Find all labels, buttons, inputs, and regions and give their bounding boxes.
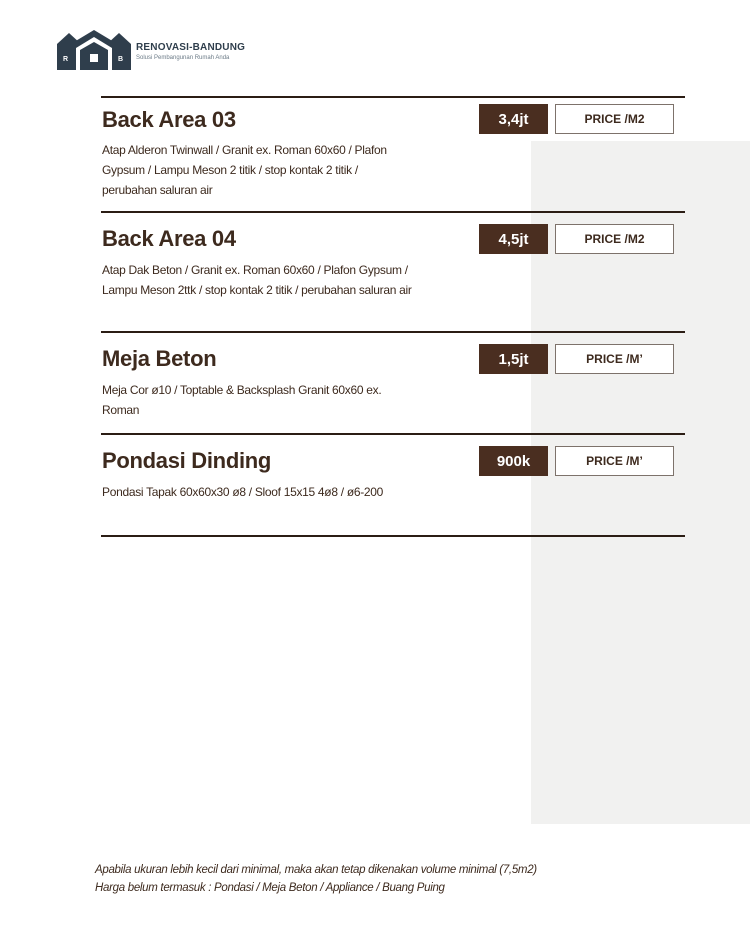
- footnote-exclusions: Harga belum termasuk : Pondasi / Meja Beton / Appliance / Buang Puing: [95, 882, 445, 894]
- brand-logo: [57, 30, 245, 72]
- price-unit-button[interactable]: PRICE /M2: [555, 224, 674, 254]
- item-title: Back Area 04: [102, 226, 236, 251]
- footnote: [95, 861, 537, 897]
- item-description: Atap Alderon Twinwall / Granit ex. Roman 60x60 / Plafon Gypsum / Lampu Meson 2 titik / stop kontak 2 titik / perubahan saluran air: [102, 143, 387, 197]
- price-badge: 900k: [479, 446, 548, 476]
- brand-tagline: Solusi Pembangunan Rumah Anda: [136, 55, 230, 61]
- logo-text: [136, 42, 245, 62]
- logo-letter-r: R: [63, 56, 69, 63]
- price-unit-button[interactable]: PRICE /M’: [555, 446, 674, 476]
- price-item: [101, 96, 685, 211]
- price-unit-button[interactable]: PRICE /M’: [555, 344, 674, 374]
- price-badge: 3,4jt: [479, 104, 548, 134]
- item-title: Back Area 03: [102, 107, 236, 132]
- price-item: [101, 433, 685, 537]
- price-badge: 4,5jt: [479, 224, 548, 254]
- brand-name: RENOVASI-BANDUNG: [136, 42, 246, 53]
- house-logo-icon: [57, 30, 131, 72]
- item-description: Atap Dak Beton / Granit ex. Roman 60x60 / Plafon Gypsum / Lampu Meson 2ttk / stop kontak 2 titik / perubahan saluran air: [102, 263, 412, 297]
- footnote-minimum-volume: Apabila ukuran lebih kecil dari minimal, maka akan tetap dikenakan volume minimal (7,5m2): [95, 864, 537, 876]
- price-item: [101, 211, 685, 331]
- item-title: Pondasi Dinding: [102, 448, 272, 473]
- item-description: Meja Cor ø10 / Toptable & Backsplash Granit 60x60 ex. Roman: [102, 383, 382, 417]
- logo-letter-b: B: [118, 56, 124, 63]
- price-list: [101, 96, 685, 537]
- item-description: Pondasi Tapak 60x60x30 ø8 / Sloof 15x15 4ø8 / ø6-200: [102, 485, 384, 499]
- price-item: [101, 331, 685, 433]
- item-title: Meja Beton: [102, 346, 217, 371]
- price-badge: 1,5jt: [479, 344, 548, 374]
- price-unit-button[interactable]: PRICE /M2: [555, 104, 674, 134]
